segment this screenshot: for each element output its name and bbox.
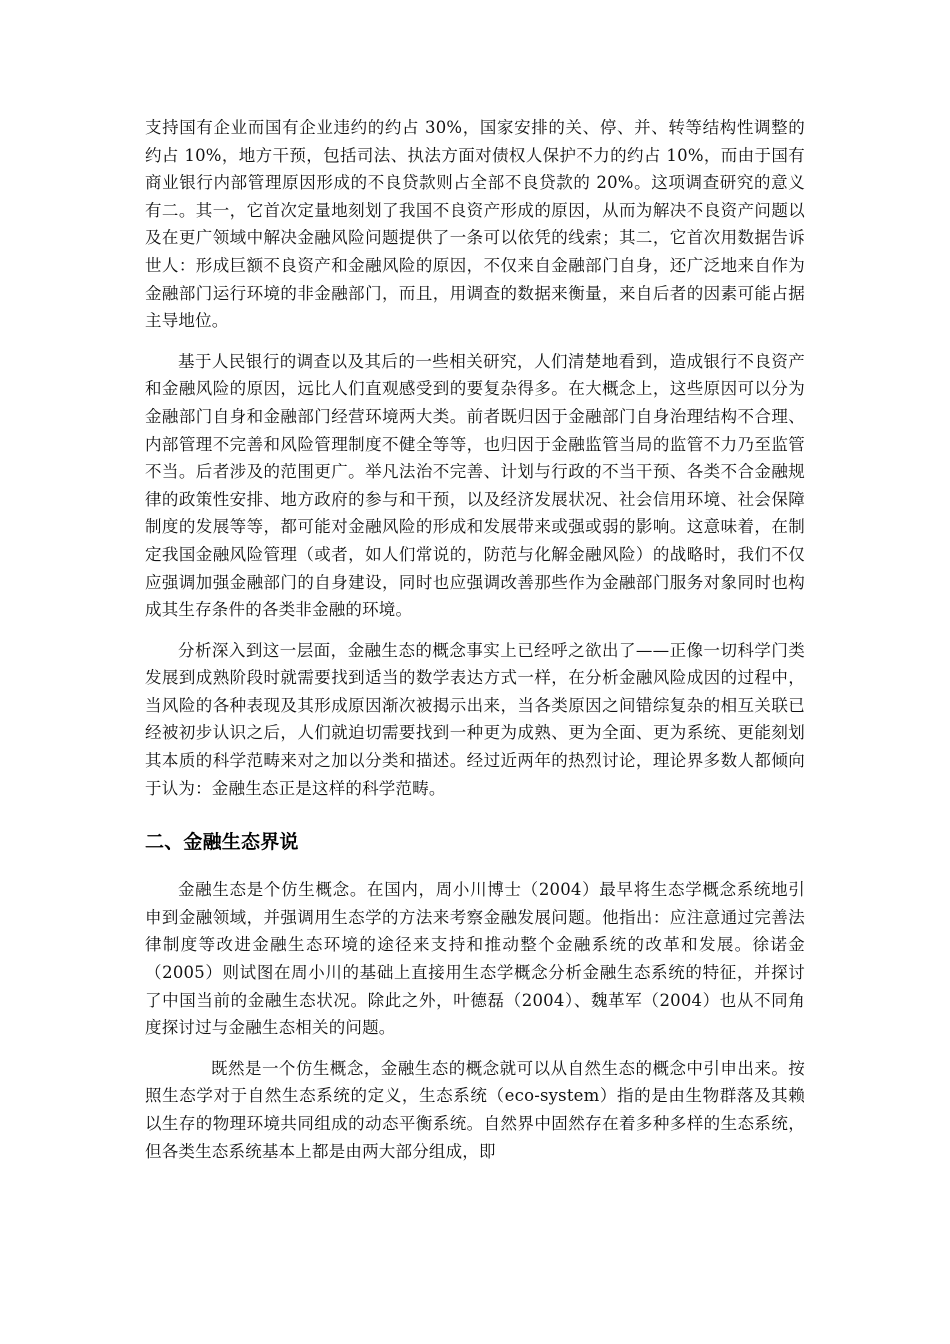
document-body (145, 114, 805, 1165)
paragraph-eco-system-definition: 既然是一个仿生概念，金融生态的概念就可以从自然生态的概念中引申出来。按照生态学对于自然生态系统的定义，生态系统（eco-system）指的是由生物群落及其赖以生存的物理环境共同组成的动态平衡系统。自然界中固然存在着多种多样的生态系统，但各类生态系统基本上都是由两大部分组成，即 (145, 1058, 805, 1161)
paragraph-non-performing-loan-causes: 支持国有企业而国有企业违约的约占 30%，国家安排的关、停、并、转等结构性调整的约占 10%，地方干预，包括司法、执法方面对债权人保护不力的约占 10%，而由于国有商业银行内部管理原因形成的不良贷款则占全部不良贷款的 20%。这项调查研究的意义有二。其一，它首次定量地刻划了我国不良资产形成的原因，从而为解决不良资产问题以及在更广领域中解决金融风险问题提供了一条可以依凭的线索；其二，它首次用数据告诉世人：形成巨额不良资产和金融风险的原因，不仅来自金融部门自身，还广泛地来自作为金融部门运行环境的非金融部门，而且，用调查的数据来衡量，来自后者的因素可能占据主导地位。 (145, 118, 805, 331)
section-heading: 二、金融生态界说 (145, 831, 299, 854)
paragraph-financial-risk-origins: 基于人民银行的调查以及其后的一些相关研究，人们清楚地看到，造成银行不良资产和金融风险的原因，远比人们直观感受到的要复杂得多。在大概念上，这些原因可以分为金融部门自身和金融部门经营环境两大类。前者既归因于金融部门自身治理结构不合理、内部管理不完善和风险管理制度不健全等等，也归因于金融监管当局的监管不力乃至监管不当。后者涉及的范围更广。举凡法治不完善、计划与行政的不当干预、各类不合金融规律的政策性安排、地方政府的参与和干预，以及经济发展状况、社会信用环境、社会保障制度的发展等等，都可能对金融风险的形成和发展带来或强或弱的影响。这意味着，在制定我国金融风险管理（或者，如人们常说的，防范与化解金融风险）的战略时，我们不仅应强调加强金融部门的自身建设，同时也应强调改善那些作为金融部门服务对象同时也构成其生存条件的各类非金融的环境。 (145, 351, 805, 620)
paragraph-financial-ecology-emergence: 分析深入到这一层面，金融生态的概念事实上已经呼之欲出了——正像一切科学门类发展到成熟阶段时就需要找到适当的数学表达方式一样，在分析金融风险成因的过程中，当风险的各种表现及其形成原因渐次被揭示出来，当各类原因之间错综复杂的相互关联已经被初步认识之后，人们就迫切需要找到一种更为成熟、更为全面、更为系统、更能刻划其本质的科学范畴来对之加以分类和描述。经过近两年的热烈讨论，理论界多数人都倾向于认为：金融生态正是这样的科学范畴。 (145, 640, 805, 798)
paragraph-bionic-concept: 金融生态是个仿生概念。在国内，周小川博士（2004）最早将生态学概念系统地引申到金融领域，并强调用生态学的方法来考察金融发展问题。他指出：应注意通过完善法律制度等改进金融生态环境的途径来支持和推动整个金融系统的改革和发展。徐诺金（2005）则试图在周小川的基础上直接用生态学概念分析金融生态系统的特征，并探讨了中国当前的金融生态状况。除此之外，叶德磊（2004）、魏革军（2004）也从不同角度探讨过与金融生态相关的问题。 (145, 880, 805, 1038)
